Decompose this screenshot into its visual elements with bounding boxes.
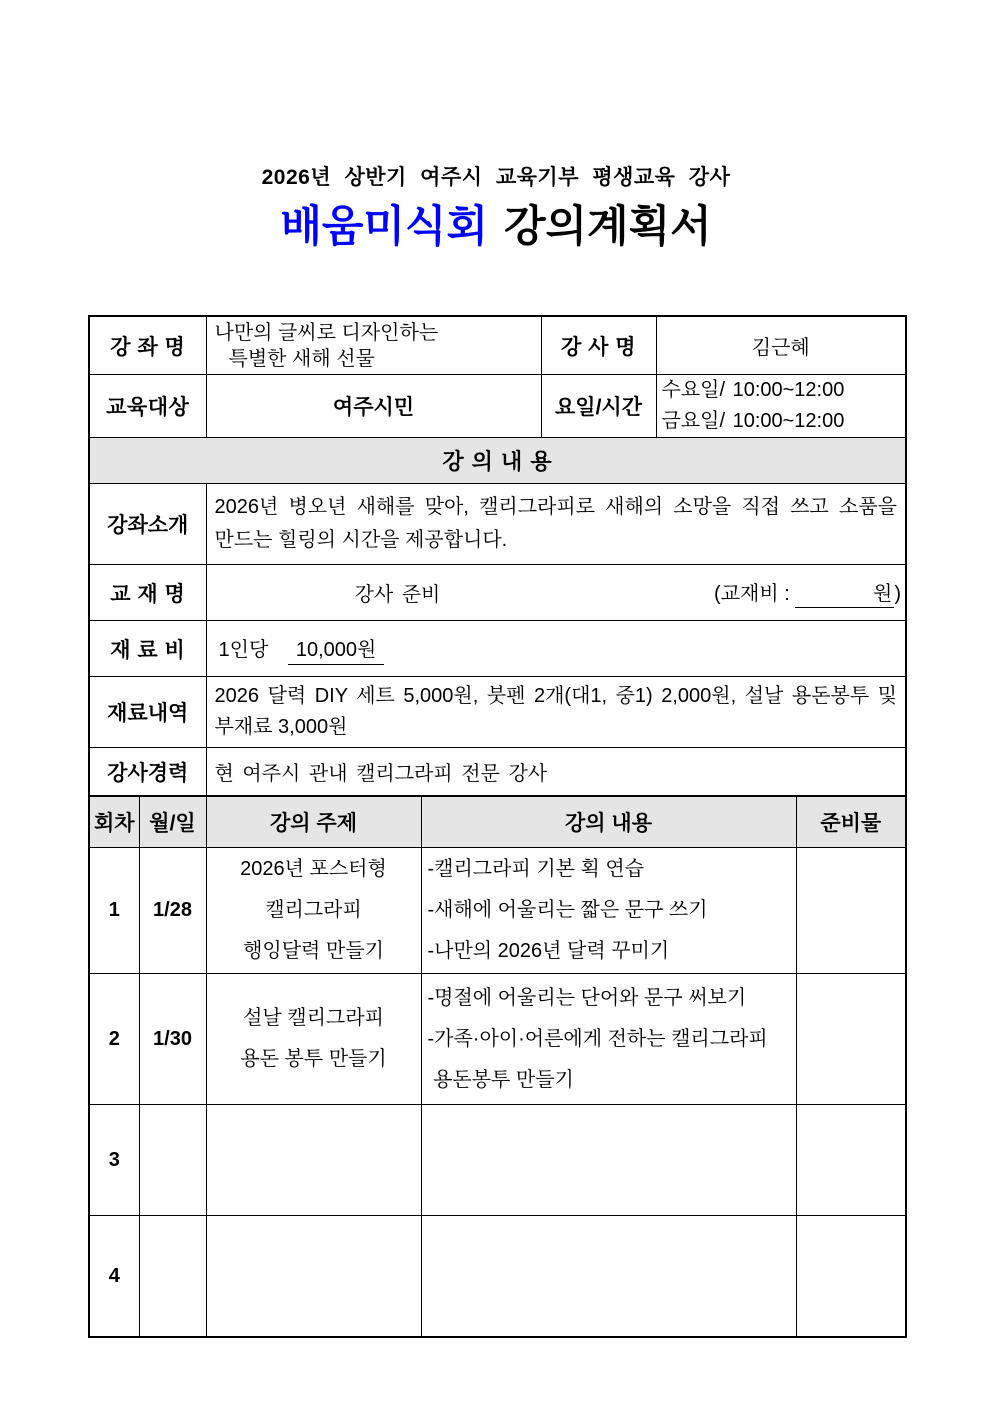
material-fee-prefix: 1인당 [218, 638, 269, 661]
session-content [421, 974, 796, 1105]
session-no: 1 [89, 848, 139, 974]
content-section-header: 강 의 내 용 [89, 438, 906, 484]
session-no: 2 [89, 974, 139, 1105]
session-date: 1/30 [139, 974, 206, 1105]
textbook-fee [714, 577, 901, 608]
content-line: 용돈봉투 만들기 [427, 1068, 574, 1091]
textbook-value: 강사 준비 [354, 584, 441, 606]
instructor-label: 강 사 명 [541, 316, 656, 375]
schedule-header-no: 회차 [89, 797, 139, 848]
title-block [0, 163, 992, 255]
session-topic [206, 1216, 421, 1338]
schedule-header-row [89, 797, 906, 848]
session-content [421, 848, 796, 974]
course-name-line2: 특별한 새해 선물 [228, 347, 375, 370]
course-name-value [206, 316, 541, 375]
career-label: 강사경력 [89, 748, 206, 796]
schedule-row-2 [89, 974, 906, 1105]
session-materials [796, 1105, 906, 1216]
target-label: 교육대상 [89, 375, 206, 438]
schedule-header-topic: 강의 주제 [206, 797, 421, 848]
material-fee-value: 10,000원 [288, 633, 385, 665]
session-topic [206, 848, 421, 974]
document-title [0, 199, 992, 255]
row-target [89, 375, 906, 438]
course-info-table [88, 315, 907, 796]
textbook-label: 교 재 명 [89, 565, 206, 621]
document-title-org: 배움미식회 [280, 203, 489, 251]
material-detail-label: 재료내역 [89, 677, 206, 748]
session-content [421, 1216, 796, 1338]
career-text: 현 여주시 관내 캘리그라피 전문 강사 [206, 748, 906, 796]
session-materials [796, 1216, 906, 1338]
session-topic [206, 974, 421, 1105]
material-fee-label: 재 료 비 [89, 621, 206, 677]
row-course-name [89, 316, 906, 375]
schedule-header-content: 강의 내용 [421, 797, 796, 848]
session-materials [796, 974, 906, 1105]
session-date: 1/28 [139, 848, 206, 974]
row-material-detail [89, 677, 906, 748]
session-date [139, 1216, 206, 1338]
textbook-fee-close: ) [894, 583, 901, 605]
topic-line: 캘리그라피 [265, 899, 362, 921]
row-textbook [89, 565, 906, 621]
session-date [139, 1105, 206, 1216]
session-content [421, 1105, 796, 1216]
session-materials [796, 848, 906, 974]
schedule-row-4 [89, 1216, 906, 1338]
content-line: -가족·아이·어른에게 전하는 캘리그라피 [427, 1027, 768, 1050]
instructor-name: 김근혜 [656, 316, 906, 375]
daytime-label: 요일/시간 [541, 375, 656, 438]
schedule-header-materials: 준비물 [796, 797, 906, 848]
content-line: -나만의 2026년 달력 꾸미기 [427, 940, 670, 962]
intro-label: 강좌소개 [89, 484, 206, 565]
row-career [89, 748, 906, 796]
lecture-plan-table [88, 315, 905, 1338]
textbook-fee-blank[interactable] [795, 577, 894, 608]
daytime-line1: 수요일/ 10:00~12:00 [661, 379, 845, 401]
textbook-value-cell [206, 565, 906, 621]
row-material-fee [89, 621, 906, 677]
textbook-fee-prefix: (교재비 : [714, 583, 790, 605]
course-name-label: 강 좌 명 [89, 316, 206, 375]
schedule-row-1 [89, 848, 906, 974]
row-content-header [89, 438, 906, 484]
session-topic [206, 1105, 421, 1216]
document-subtitle: 2026년 상반기 여주시 교육기부 평생교육 강사 [261, 166, 731, 189]
textbook-fee-unit: 원 [873, 583, 893, 605]
content-line: -명절에 어울리는 단어와 문구 써보기 [427, 986, 747, 1009]
target-value: 여주시민 [206, 375, 541, 438]
schedule-row-3 [89, 1105, 906, 1216]
content-line: -새해에 어울리는 짧은 문구 쓰기 [427, 899, 708, 921]
topic-line: 2026년 포스터형 [240, 858, 387, 880]
document-title-type: 강의계획서 [503, 203, 712, 251]
topic-line: 용돈 봉투 만들기 [240, 1048, 387, 1070]
topic-line: 설날 캘리그라피 [243, 1007, 384, 1029]
row-intro [89, 484, 906, 565]
session-no: 3 [89, 1105, 139, 1216]
material-fee-cell [206, 621, 906, 677]
content-line: -캘리그라피 기본 획 연습 [427, 858, 645, 880]
session-no: 4 [89, 1216, 139, 1338]
daytime-value [656, 375, 906, 438]
schedule-header-date: 월/일 [139, 797, 206, 848]
schedule-table [88, 796, 907, 1338]
course-name-line1: 나만의 글씨로 디자인하는 [214, 321, 439, 344]
daytime-line2: 금요일/ 10:00~12:00 [661, 410, 845, 432]
intro-text: 2026년 병오년 새해를 맞아, 캘리그라피로 새해의 소망을 직접 쓰고 소품을 만드는 힐링의 시간을 제공합니다. [206, 484, 906, 565]
material-detail-text: 2026 달력 DIY 세트 5,000원, 붓펜 2개(대1, 중1) 2,000원, 설날 용돈봉투 및 부재료 3,000원 [206, 677, 906, 748]
topic-line: 행잉달력 만들기 [243, 940, 384, 962]
